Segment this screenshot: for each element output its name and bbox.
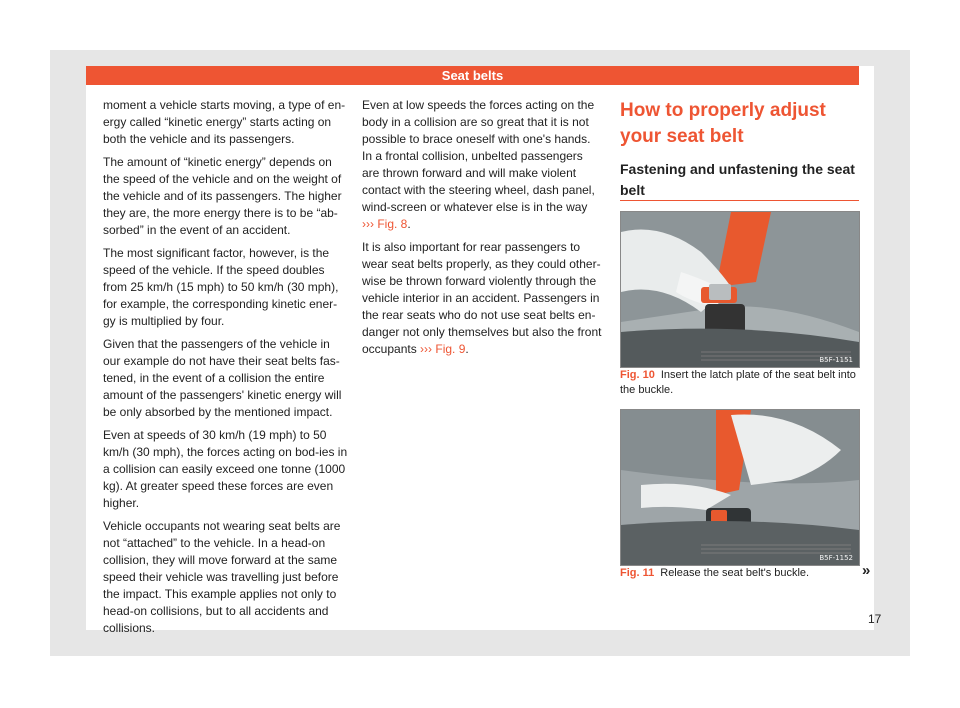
continued-marker: » (862, 562, 871, 579)
figure-code: B5F-1152 (819, 554, 853, 562)
paragraph: The amount of “kinetic energy” depends on the speed of the vehicle and on the weight of the vehicle and of its passengers. The higher they are, the more energy there is to be “ab-sorbed” in the event of an accident. (103, 155, 342, 237)
section-title: How to properly adjust your seat belt (620, 100, 826, 147)
paragraph: Vehicle occupants not wearing seat belts are not “attached” to the vehicle. In a head-on collision, they will move forward at the same speed their vehicle was travelling just before the impact. This example applies not only to head-on collisions, but to all accidents and collisions. (103, 519, 341, 635)
paragraph: Even at speeds of 30 km/h (19 mph) to 50 km/h (30 mph), the forces acting on bod-ies in a collision can easily exceed one tonne (1000 kg). At greater speed these forces are even higher. (103, 428, 348, 510)
section-header: Seat belts (86, 66, 859, 85)
figure-label: Fig. 11 (620, 567, 655, 579)
period: . (407, 217, 411, 231)
figure-11-caption (620, 566, 860, 581)
figure-10-illustration (620, 211, 860, 368)
buckle-insert-illustration (621, 212, 859, 367)
divider (620, 200, 859, 201)
subsection-title: Fastening and unfastening the seat belt (620, 161, 855, 198)
figure-11-illustration (620, 409, 860, 566)
paragraph (362, 239, 602, 358)
paragraph (362, 97, 602, 233)
page-number: 17 (868, 612, 882, 626)
period: . (465, 342, 469, 356)
figure-label: Fig. 10 (620, 369, 655, 381)
figure-code: B5F-1151 (819, 356, 853, 364)
caption-text: Insert the latch plate of the seat belt into the buckle. (620, 369, 856, 396)
buckle-release-illustration (621, 410, 859, 565)
caption-text: Release the seat belt's buckle. (660, 567, 810, 579)
text-column-middle (362, 97, 602, 364)
paragraph-text: It is also important for rear passengers to wear seat belts properly, as they could other-wise be thrown forward violently through the vehicle interior in an accident. Passengers in the rear seats who do not use seat belts en-danger not only themselves but also the front occupants (362, 240, 602, 356)
paragraph-text: Even at low speeds the forces acting on the body in a collision are so great that it is not possible to brace oneself with one's hands. In a frontal collision, unbelted passengers are thrown forward and will make violent contact with the steering wheel, dash panel, wind-screen or whatever else is in the way (362, 98, 595, 214)
figure-10-caption (620, 368, 860, 398)
paragraph: Given that the passengers of the vehicle in our example do not have their seat belts fas-tened, in the event of a collision the entire amount of the passengers' kinetic energy will be only absorbed by the mentioned impact. (103, 337, 342, 419)
fig-8-link[interactable]: ››› Fig. 8 (362, 217, 408, 231)
paragraph: The most significant factor, however, is the speed of the vehicle. If the speed doubles from 25 km/h (15 mph) to 50 km/h (30 mph), for example, the corresponding kinetic ener-gy is multiplied by four. (103, 246, 339, 328)
fig-9-link[interactable]: ››› Fig. 9 (420, 342, 466, 356)
text-column-left (103, 97, 348, 643)
paragraph: moment a vehicle starts moving, a type of en-ergy called “kinetic energy” starts acting on both the vehicle and its passengers. (103, 98, 346, 146)
